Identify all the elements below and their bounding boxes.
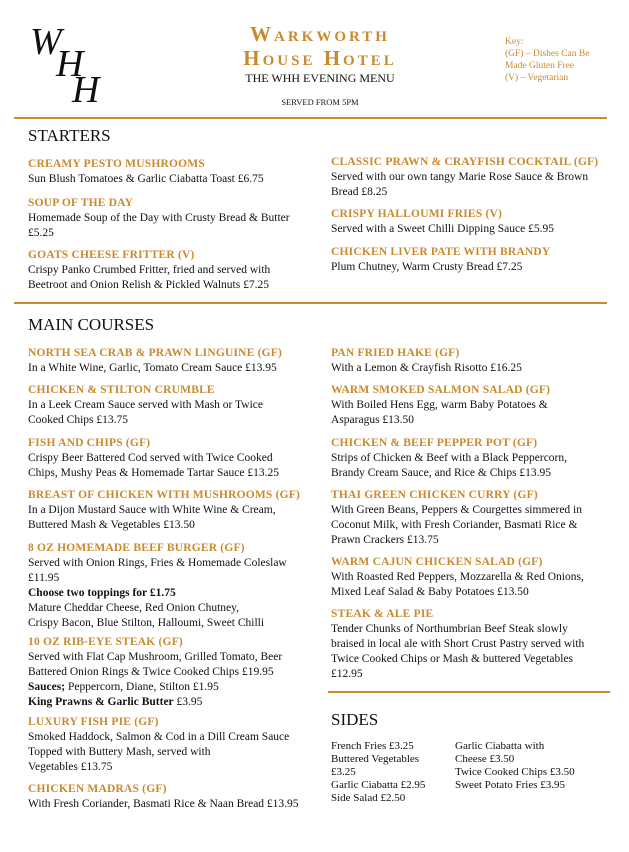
menu-item <box>28 346 323 375</box>
item-desc: Battered Onion Rings & Twice Cooked Chips £19.95 <box>28 666 274 678</box>
side-item: Sweet Potato Fries £3.95 <box>455 779 565 791</box>
item-name: CHICKEN & BEEF PEPPER POT (GF) <box>331 437 538 449</box>
item-desc: £11.95 <box>28 572 60 584</box>
item-name: BREAST OF CHICKEN WITH MUSHROOMS (GF) <box>28 489 301 501</box>
sides-col-2 <box>455 740 605 792</box>
menu-item <box>331 207 626 236</box>
menu-item <box>28 782 328 811</box>
menu-item <box>28 635 323 709</box>
served-time: SERVED FROM 5PM <box>281 97 359 107</box>
item-name: CRISPY HALLOUMI FRIES (V) <box>331 208 503 220</box>
item-name: CHICKEN LIVER PATE WITH BRANDY <box>331 246 551 258</box>
side-item: Buttered Vegetables <box>331 753 420 765</box>
menu-item <box>28 157 323 186</box>
menu-item <box>28 383 323 427</box>
item-name: WARM CAJUN CHICKEN SALAD (GF) <box>331 556 543 568</box>
item-desc: Mixed Leaf Salad & Baby Potatoes £13.50 <box>331 586 529 598</box>
item-desc: Asparagus £13.50 <box>331 414 415 426</box>
side-item: Cheese £3.50 <box>455 753 515 765</box>
item-desc: Twice Cooked Chips or Mash & buttered Vegetables <box>331 653 574 665</box>
key-gf-line1: (GF) – Dishes Can Be <box>505 49 590 59</box>
menu-item <box>331 488 626 547</box>
side-item: Twice Cooked Chips £3.50 <box>455 766 575 778</box>
side-item: Side Salad £2.50 <box>331 792 406 804</box>
item-desc: Served with our own tangy Marie Rose Sauce & Brown <box>331 171 589 183</box>
menu-name: THE WHH EVENING MENU <box>245 71 395 85</box>
item-name: STEAK & ALE PIE <box>331 608 434 620</box>
item-desc: Chips, Mushy Peas & Homemade Tartar Sauce £13.25 <box>28 467 279 479</box>
item-desc: Crispy Panko Crumbed Fritter, fried and served with <box>28 264 271 276</box>
item-desc: Served with Flat Cap Mushroom, Grilled Tomato, Beer <box>28 651 283 663</box>
item-desc: Cooked Chips £13.75 <box>28 414 128 426</box>
item-desc: Coconut Milk, with Fresh Coriander, Basmati Rice & <box>331 519 578 531</box>
hotel-name-line1: Warkworth <box>250 22 390 46</box>
prawns-price: £3.95 <box>173 696 203 708</box>
sauces-label: Sauces; <box>28 681 66 693</box>
item-desc: Buttered Mash & Vegetables £13.50 <box>28 519 195 531</box>
key-gf-line2: Made Gluten Free <box>505 61 575 71</box>
item-desc: Vegetables £13.75 <box>28 761 113 773</box>
menu-item <box>331 245 626 274</box>
item-desc: Brandy Cream Sauce, and Rice & Chips £13.95 <box>331 467 552 479</box>
menu-item <box>28 436 323 480</box>
menu-item <box>331 346 626 375</box>
item-desc-bold: Choose two toppings for £1.75 <box>28 587 176 599</box>
sides-heading: SIDES <box>331 710 379 729</box>
item-desc: Topped with Buttery Mash, served with <box>28 746 211 758</box>
item-desc: Plum Chutney, Warm Crusty Bread £7.25 <box>331 261 523 273</box>
item-desc <box>28 695 323 709</box>
menu-item <box>331 436 626 480</box>
menu-item <box>28 488 323 532</box>
side-item: £3.25 <box>331 766 356 778</box>
mains-heading: MAIN COURSES <box>28 315 155 334</box>
svg-text:H: H <box>56 43 84 85</box>
item-name: WARM SMOKED SALMON SALAD (GF) <box>331 384 551 396</box>
key-title: Key: <box>505 37 524 47</box>
item-desc: With Boiled Hens Egg, warm Baby Potatoes & <box>331 399 548 411</box>
item-name: 10 OZ RIB-EYE STEAK (GF) <box>28 636 183 648</box>
svg-text:W: W <box>30 21 62 63</box>
item-desc: Served with Onion Rings, Fries & Homemade Coleslaw <box>28 557 287 569</box>
side-item: Garlic Ciabatta £2.95 <box>331 779 426 791</box>
item-desc: In a White Wine, Garlic, Tomato Cream Sauce £13.95 <box>28 362 277 374</box>
item-desc: Homemade Soup of the Day with Crusty Bread & Butter <box>28 212 290 224</box>
whh-logo <box>26 14 116 104</box>
item-name: FISH AND CHIPS (GF) <box>28 437 151 449</box>
item-name: CHICKEN & STILTON CRUMBLE <box>28 384 215 396</box>
menu-item <box>28 248 323 292</box>
item-desc: With a Lemon & Crayfish Risotto £16.25 <box>331 362 522 374</box>
header-divider <box>14 117 607 119</box>
sides-divider <box>328 691 610 693</box>
item-desc: In a Dijon Mustard Sauce with White Wine & Cream, <box>28 504 276 516</box>
starters-divider <box>14 302 607 304</box>
side-item: French Fries £3.25 <box>331 740 414 752</box>
item-name: CREAMY PESTO MUSHROOMS <box>28 158 205 170</box>
dietary-key <box>505 36 625 84</box>
item-desc: Tender Chunks of Northumbrian Beef Steak slowly <box>331 623 568 635</box>
item-name: CHICKEN MADRAS (GF) <box>28 783 167 795</box>
item-desc: Strips of Chicken & Beef with a Black Peppercorn, <box>331 452 568 464</box>
item-name: SOUP OF THE DAY <box>28 197 134 209</box>
menu-item <box>28 715 323 774</box>
menu-item <box>28 541 323 630</box>
svg-text:H: H <box>72 69 100 104</box>
item-name: THAI GREEN CHICKEN CURRY (GF) <box>331 489 538 501</box>
menu-item <box>331 607 626 681</box>
side-item: Garlic Ciabatta with <box>455 740 545 752</box>
item-desc: Crispy Bacon, Blue Stilton, Halloumi, Sweet Chilli <box>28 617 265 629</box>
item-desc: Smoked Haddock, Salmon & Cod in a Dill Cream Sauce <box>28 731 290 743</box>
item-desc: £12.95 <box>331 668 363 680</box>
item-desc: With Green Beans, Peppers & Courgettes simmered in <box>331 504 582 516</box>
menu-item <box>331 555 626 599</box>
item-desc <box>28 680 323 694</box>
item-desc: braised in local ale with Short Crust Pastry served with <box>331 638 585 650</box>
item-desc: Bread £8.25 <box>331 186 388 198</box>
item-name: GOATS CHEESE FRITTER (V) <box>28 249 195 261</box>
item-name: CLASSIC PRAWN & CRAYFISH COCKTAIL (GF) <box>331 156 599 168</box>
item-desc: With Roasted Red Peppers, Mozzarella & Red Onions, <box>331 571 584 583</box>
sauces-text: Peppercorn, Diane, Stilton £1.95 <box>65 681 219 693</box>
key-v-line: (V) – Vegetarian <box>505 73 569 83</box>
item-desc: In a Leek Cream Sauce served with Mash or Twice <box>28 399 263 411</box>
item-name: NORTH SEA CRAB & PRAWN LINGUINE (GF) <box>28 347 283 359</box>
item-desc: Mature Cheddar Cheese, Red Onion Chutney, <box>28 602 239 614</box>
item-name: LUXURY FISH PIE (GF) <box>28 716 159 728</box>
menu-item <box>28 196 323 240</box>
item-desc: Sun Blush Tomatoes & Garlic Ciabatta Toast £6.75 <box>28 173 264 185</box>
prawns-label: King Prawns & Garlic Butter <box>28 696 174 708</box>
item-desc: Beetroot and Onion Relish & Pickled Walnuts £7.25 <box>28 279 269 291</box>
item-desc: With Fresh Coriander, Basmati Rice & Naan Bread £13.95 <box>28 798 299 810</box>
item-desc: Crispy Beer Battered Cod served with Twice Cooked <box>28 452 273 464</box>
menu-item <box>331 383 626 427</box>
item-name: 8 OZ HOMEMADE BEEF BURGER (GF) <box>28 542 245 554</box>
hotel-name-line2: House Hotel <box>243 46 397 70</box>
menu-item <box>331 155 626 199</box>
item-desc: Served with a Sweet Chilli Dipping Sauce £5.95 <box>331 223 554 235</box>
item-name: PAN FRIED HAKE (GF) <box>331 347 460 359</box>
item-desc: £5.25 <box>28 227 54 239</box>
item-desc: Prawn Crackers £13.75 <box>331 534 439 546</box>
sides-col-1 <box>331 740 456 805</box>
starters-heading: STARTERS <box>28 126 111 145</box>
